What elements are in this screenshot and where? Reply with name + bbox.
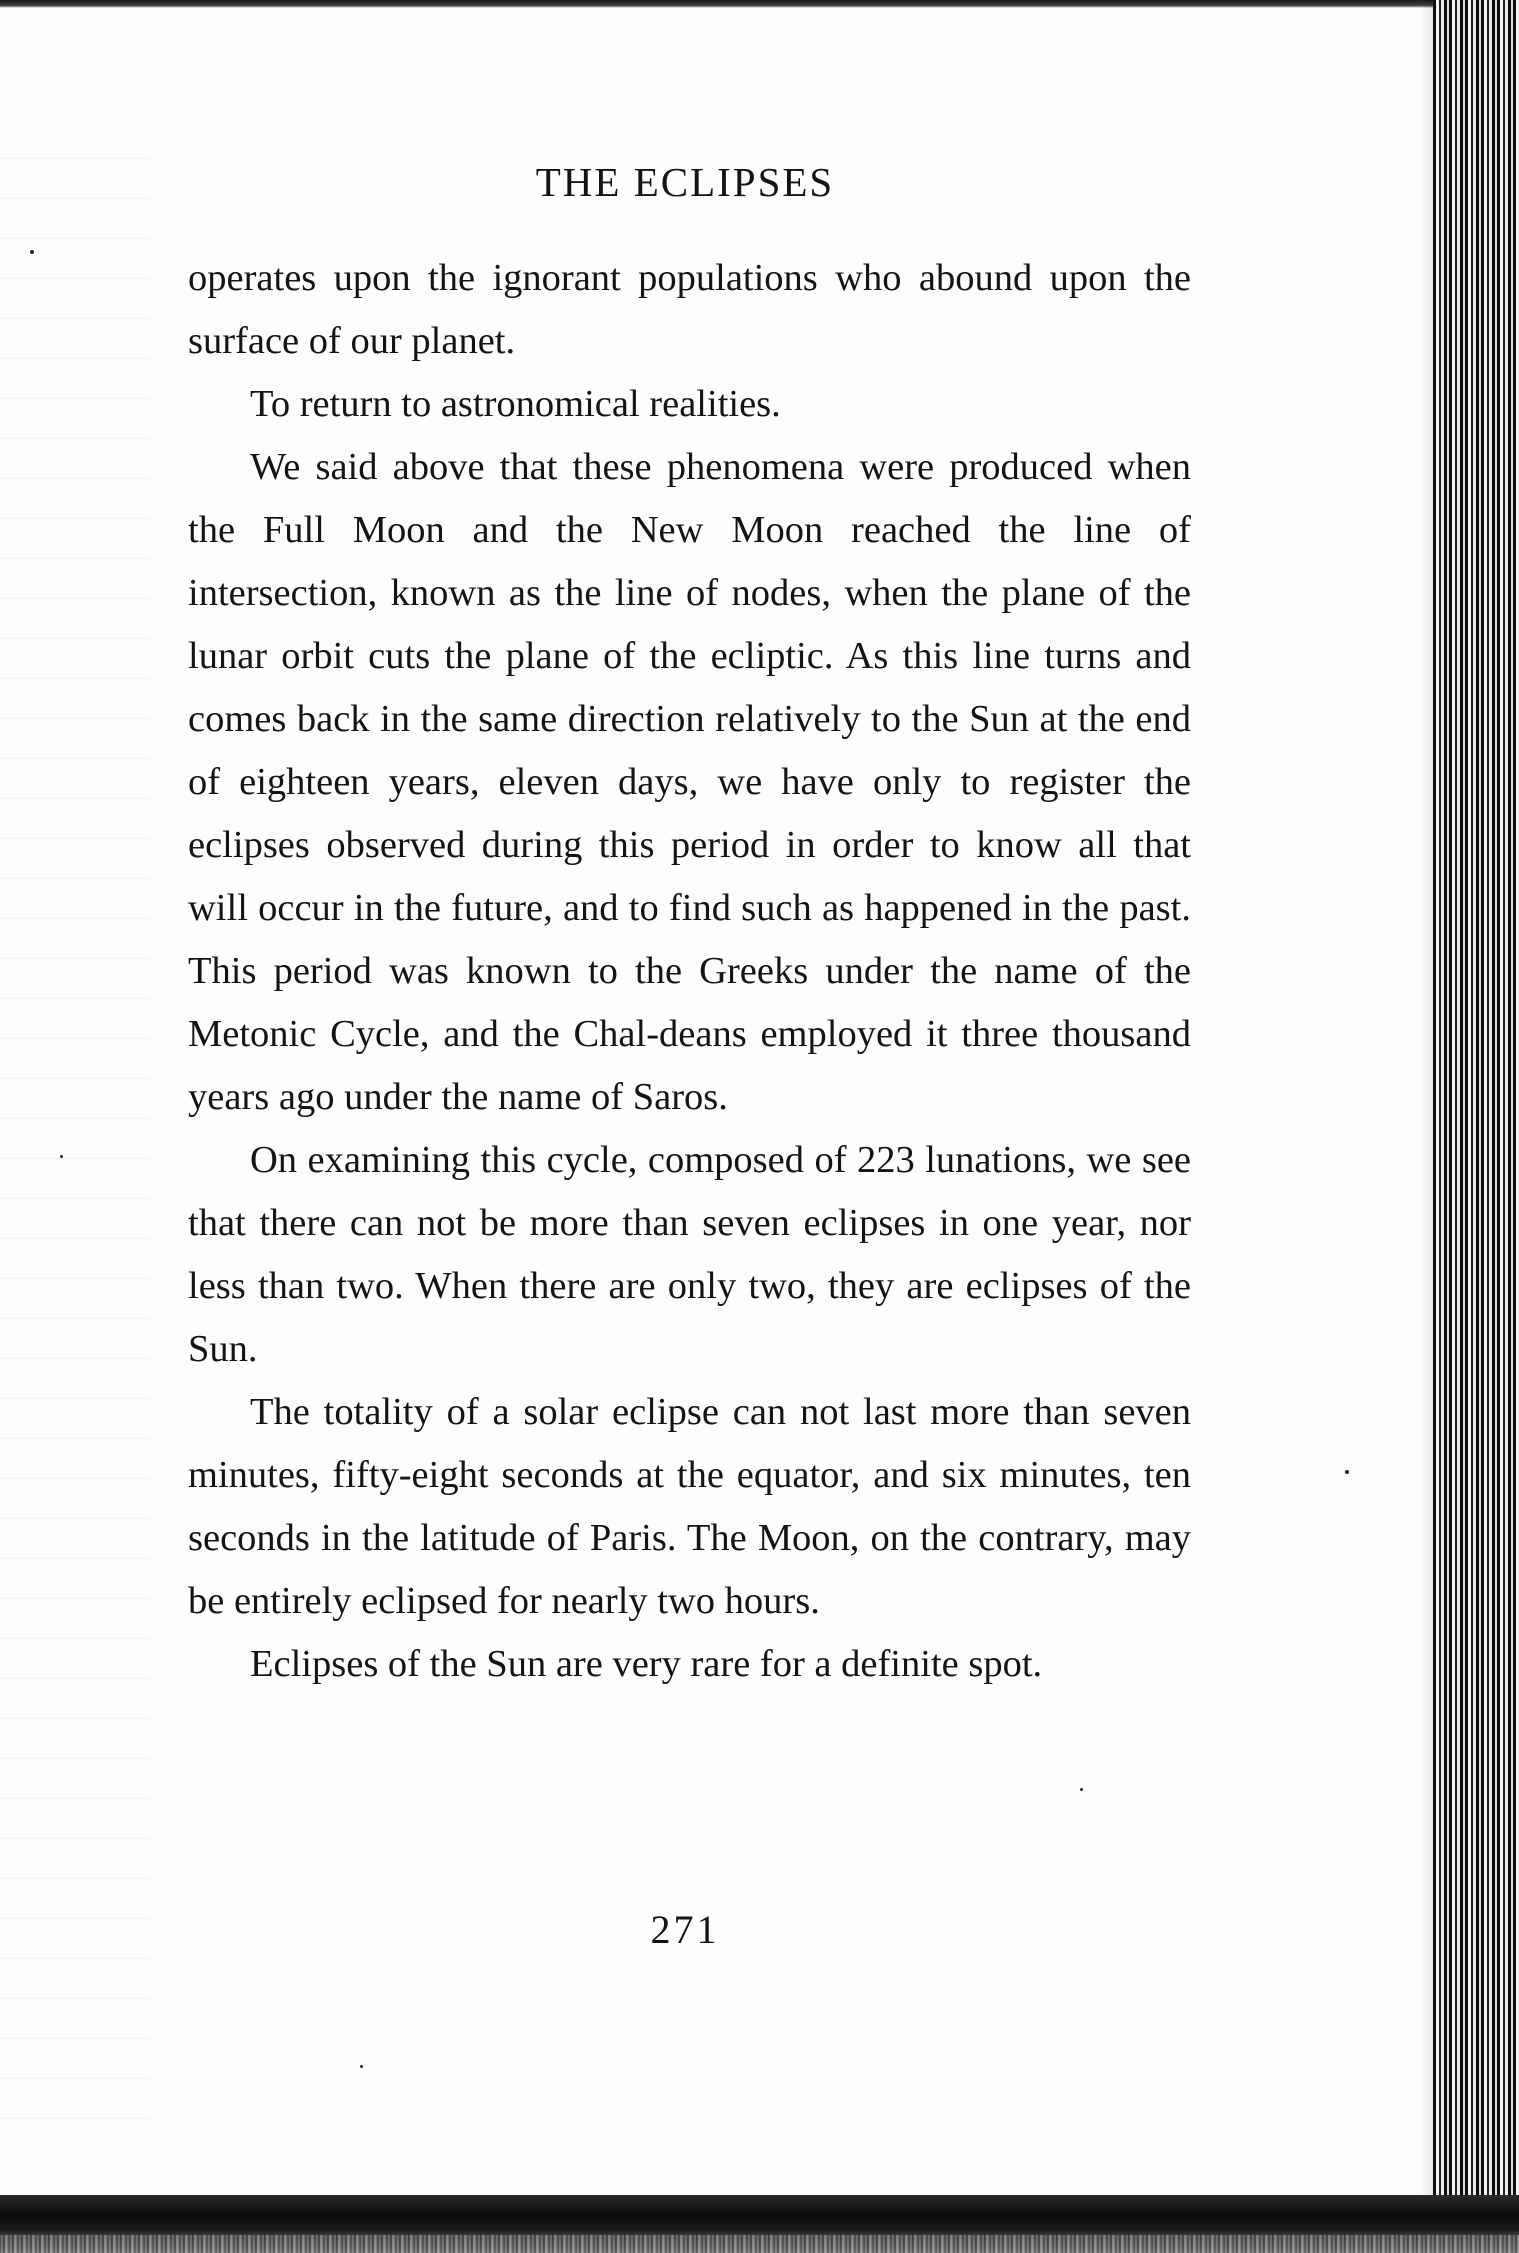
scan-speck [30, 250, 34, 254]
paragraph-2: To return to astronomical realities. [250, 383, 781, 425]
body-text [188, 247, 1191, 1696]
running-head: THE ECLIPSES [535, 159, 835, 205]
paragraph-5: The totality of a solar eclipse can not last more than seven minutes, fifty-eight seconds at the equator, and six minutes, ten seconds in the latitude of Paris. The Moon, on the contrary, may be entirely eclipsed for nearly two hours. [188, 1391, 1191, 1622]
paragraph-6: Eclipses of the Sun are very rare for a definite spot. [250, 1643, 1043, 1685]
paragraph-4: On examining this cycle, composed of 223 lunations, we see that there can not be more than seven eclipses in one year, nor less than two. When there are only two, they are eclipses of the Sun. [188, 1139, 1191, 1370]
scan-bottom-edge [0, 2235, 1519, 2253]
margin-speckle [0, 120, 150, 2120]
book-page-edges [1433, 0, 1519, 2253]
scan-speck [1080, 1788, 1083, 1791]
scan-speck [1345, 1470, 1349, 1474]
scan-speck [60, 1155, 63, 1158]
paragraph-3: We said above that these phenomena were produced when the Full Moon and the New Moon reached the line of intersection, known as the line of nodes, when the plane of the lunar orbit cuts the plane of the ecliptic. As this line turns and comes back in the same direction relatively to the Sun at the end of eighteen years, eleven days, we have only to register the eclipses observed during this period in order to know all that will occur in the future, and to find such as happened in the past. This period was known to the Greeks under the name of the Metonic Cycle, and the Chal-deans employed it three thousand years ago under the name of Saros. [188, 446, 1191, 1118]
scan-speck [360, 2065, 363, 2068]
page-number: 271 [650, 1907, 720, 1952]
scan-top-border [0, 0, 1440, 8]
paragraph-1: operates upon the ignorant populations who abound upon the surface of our planet. [188, 257, 1191, 362]
